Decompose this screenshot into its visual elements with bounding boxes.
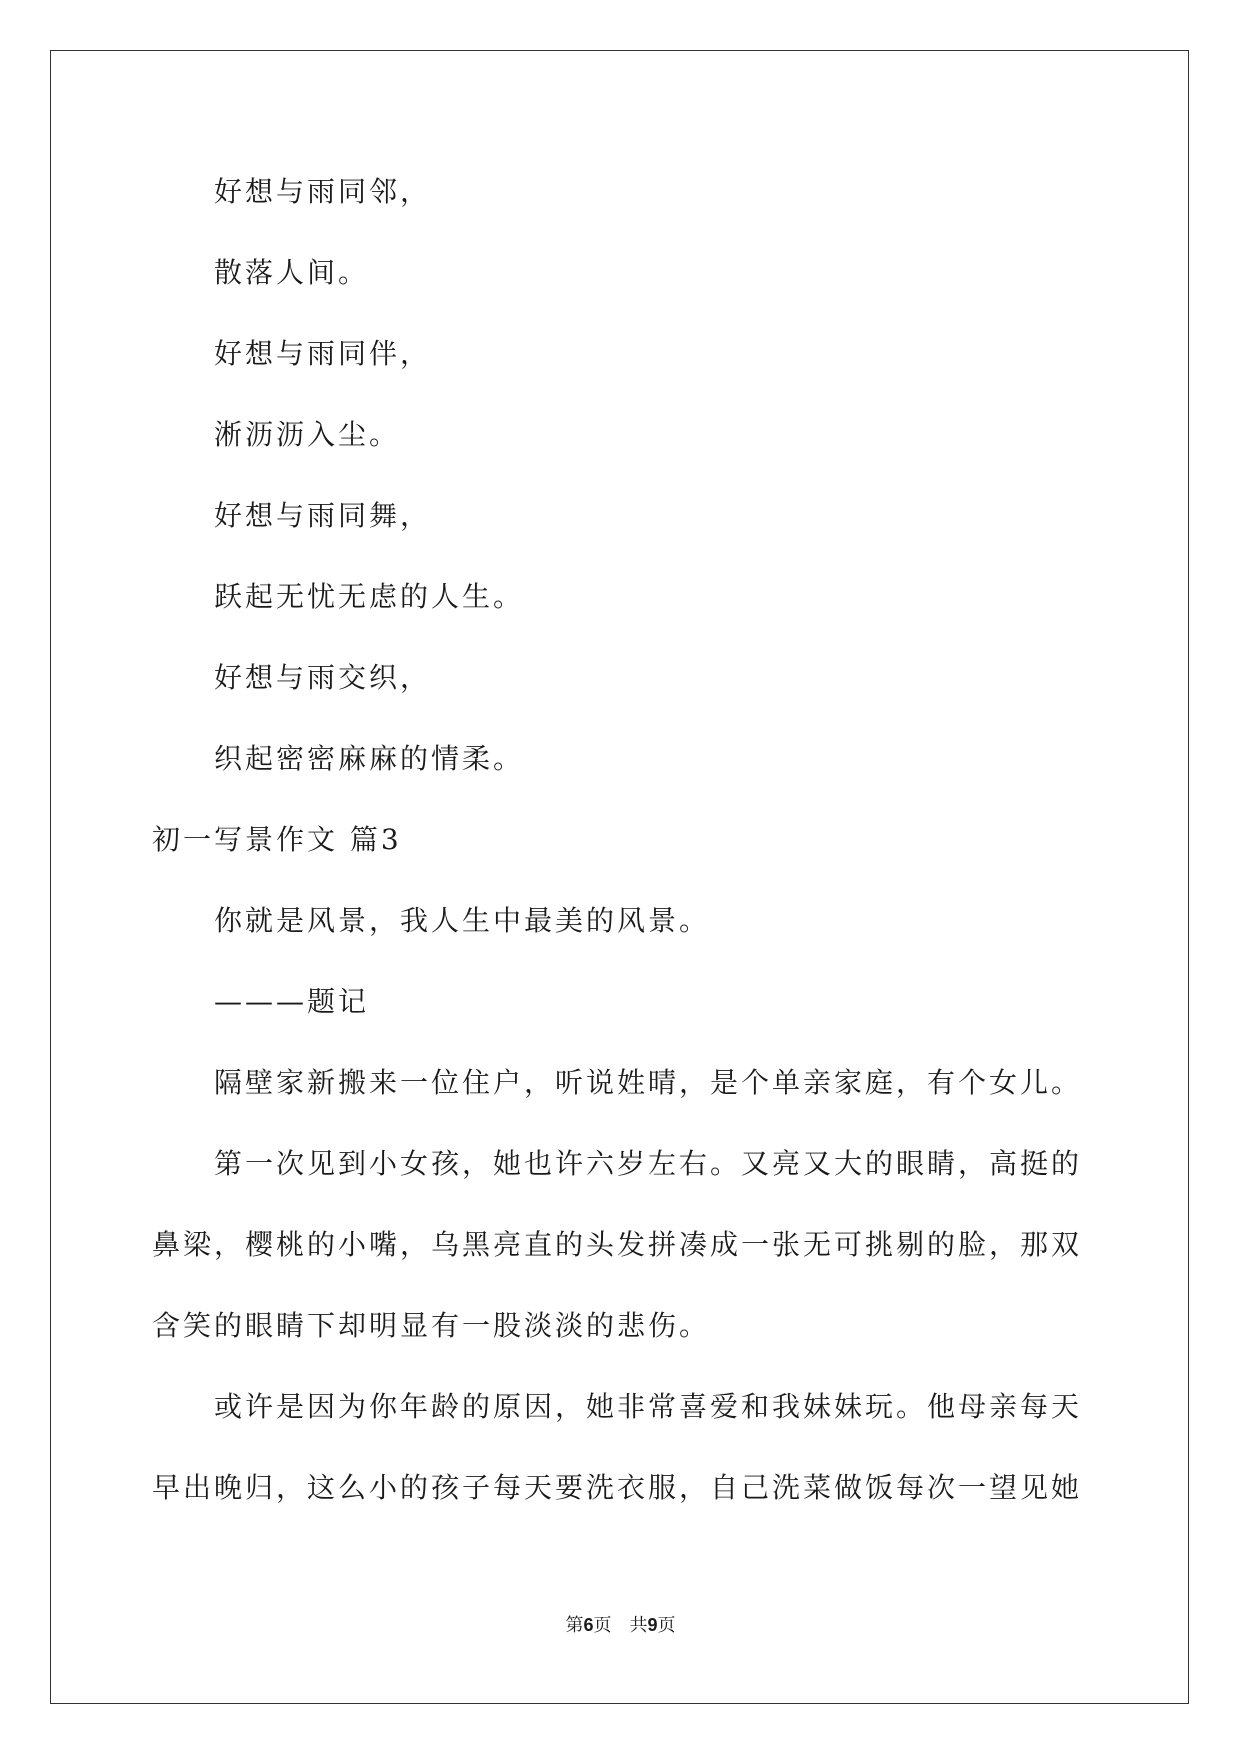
current-page-number: 6	[583, 1615, 594, 1635]
epigraph-source: ———题记	[214, 985, 370, 1018]
footer-prefix: 第	[565, 1615, 584, 1636]
poem-line: 好想与雨同舞，	[214, 499, 432, 532]
paragraph-line: 含笑的眼睛下却明显有一股淡淡的悲伤。	[152, 1309, 711, 1342]
epigraph: 你就是风景，我人生中最美的风景。	[214, 904, 711, 937]
paragraph-line: 隔壁家新搬来一位住户，听说姓晴，是个单亲家庭，有个女儿。	[214, 1066, 1083, 1099]
paragraph-line: 鼻梁，樱桃的小嘴，乌黑亮直的头发拼凑成一张无可挑剔的脸，那双	[152, 1228, 1083, 1261]
footer-suffix: 页	[657, 1615, 676, 1636]
poem-line: 好想与雨同邻，	[214, 175, 432, 208]
page-border	[50, 50, 1189, 1704]
poem-line: 好想与雨交织，	[214, 661, 432, 694]
total-page-number: 9	[647, 1615, 658, 1635]
poem-line: 淅沥沥入尘。	[214, 418, 401, 451]
paragraph-line: 第一次见到小女孩，她也许六岁左右。又亮又大的眼睛，高挺的	[214, 1147, 1083, 1180]
poem-line: 好想与雨同伴，	[214, 337, 432, 370]
paragraph-line: 早出晚归，这么小的孩子每天要洗衣服，自己洗菜做饭每次一望见她	[152, 1471, 1083, 1504]
section-heading: 初一写景作文 篇3	[152, 823, 402, 856]
poem-line: 织起密密麻麻的情柔。	[214, 742, 525, 775]
paragraph-line: 或许是因为你年龄的原因，她非常喜爱和我妹妹玩。他母亲每天	[214, 1390, 1083, 1423]
poem-line: 散落人间。	[214, 256, 370, 289]
page-footer	[0, 1613, 1241, 1638]
poem-line: 跃起无忧无虑的人生。	[214, 580, 525, 613]
footer-mid: 页 共	[593, 1615, 648, 1636]
